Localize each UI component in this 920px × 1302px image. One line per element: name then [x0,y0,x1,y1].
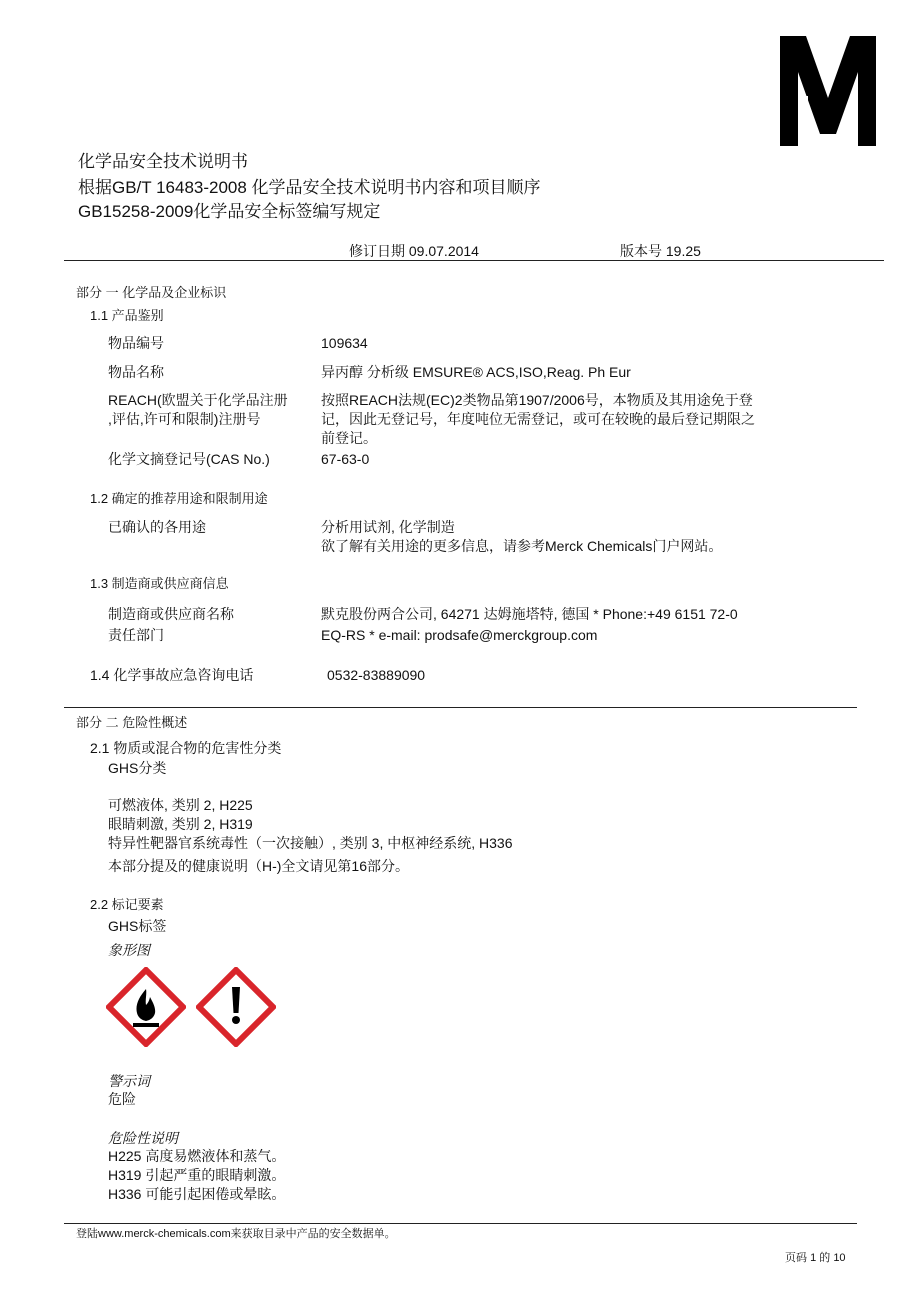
section-1-3-heading: 1.3 制造商或供应商信息 [90,576,229,591]
page-label: 页码 [785,1252,807,1264]
exclamation-pictogram [196,967,276,1047]
revision-date [349,241,479,261]
reach-value: 按照REACH法规(EC)2类物品第1907/2006号，本物质及其用途免于登 [321,392,753,408]
section-1-1-heading: 1.1 产品鉴别 [90,308,164,323]
department-label: 责任部门 [108,627,164,643]
pictogram-label: 象形图 [108,942,150,958]
reach-value-3: 前登记。 [321,430,377,446]
revision-value: 09.07.2014 [408,243,479,259]
document-title: 化学品安全技术说明书 [78,152,248,171]
item-no-value: 109634 [321,335,368,351]
page-current: 1 [810,1252,817,1264]
department-value: EQ-RS * e-mail: prodsafe@merckgroup.com [321,627,598,643]
h-statement-note: 本部分提及的健康说明（H-)全文请见第16部分。 [108,858,410,874]
footer-note: 登陆www.merck-chemicals.com来获取目录中产品的安全数据单。 [76,1228,396,1240]
section-divider [64,707,857,708]
version-value: 19.25 [665,243,701,259]
classification-item: 眼睛刺激, 类别 2, H319 [108,816,253,832]
hazard-statement: H336 可能引起困倦或晕眩。 [108,1186,286,1202]
emergency-phone: 0532-83889090 [327,667,426,683]
section-2-heading: 部分 二 危险性概述 [76,715,188,730]
classification-item: 可燃液体, 类别 2, H225 [108,797,253,813]
uses-more-info: 欲了解有关用途的更多信息，请参考Merck Chemicals门户网站。 [321,538,723,554]
product-name-value: 异丙醇 分析级 EMSURE® ACS,ISO,Reag. Ph Eur [321,364,631,380]
page-total: 10 [833,1252,846,1264]
page-of: 的 [819,1252,831,1264]
document-subtitle-2: GB15258-2009化学品安全标签编写规定 [78,202,381,221]
hazard-statement: H319 引起严重的眼睛刺激。 [108,1167,286,1183]
hazard-statement: H225 高度易燃液体和蒸气。 [108,1148,286,1164]
header-divider [64,260,884,261]
signal-word-label: 警示词 [108,1073,150,1089]
section-1-2-heading: 1.2 确定的推荐用途和限制用途 [90,491,268,506]
classification-item: 特异性靶器官系统毒性（一次接触）, 类别 3, 中枢神经系统, H336 [108,835,513,851]
manufacturer-value: 默克股份两合公司, 64271 达姆施塔特, 德国 * Phone:+49 6151 72-0 [321,606,738,622]
ghs-classification-label: GHS分类 [108,760,167,776]
uses-label: 已确认的各用途 [108,519,206,535]
hazard-statements-label: 危险性说明 [108,1130,178,1146]
reach-label-2: ,评估,许可和限制)注册号 [108,411,261,427]
ghs-label-heading: GHS标签 [108,918,167,934]
version-label: 版本号 [620,243,662,259]
revision-label: 修订日期 [349,243,405,259]
cas-value: 67-63-0 [321,451,370,467]
item-no-label: 物品编号 [108,335,164,351]
cas-label: 化学文摘登记号(CAS No.) [108,451,270,467]
signal-word: 危险 [108,1091,136,1107]
version [620,241,701,261]
section-1-heading: 部分 一 化学品及企业标识 [76,285,227,300]
section-2-2-heading: 2.2 标记要素 [90,897,164,912]
section-1-4-heading: 1.4 化学事故应急咨询电话 [90,667,254,683]
page-number [785,1251,846,1265]
reach-label: REACH(欧盟关于化学品注册 [108,392,288,408]
footer-divider [64,1223,857,1224]
reach-value-2: 记，因此无登记号，年度吨位无需登记，或可在较晚的最后登记期限之 [321,411,755,427]
product-name-label: 物品名称 [108,364,164,380]
flame-pictogram [106,967,186,1047]
document-subtitle: 根据GB/T 16483-2008 化学品安全技术说明书内容和项目顺序 [78,178,541,197]
manufacturer-label: 制造商或供应商名称 [108,606,234,622]
uses-value: 分析用试剂, 化学制造 [321,519,455,535]
section-2-1-heading: 2.1 物质或混合物的危害性分类 [90,740,282,756]
merck-logo [776,34,880,148]
